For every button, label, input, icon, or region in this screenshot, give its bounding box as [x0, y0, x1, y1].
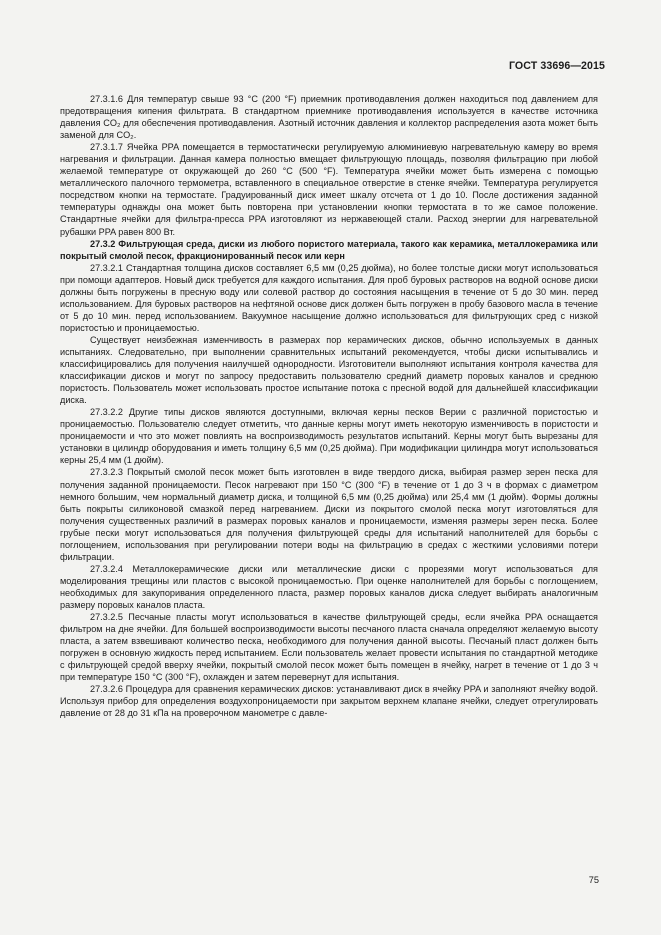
document-header: ГОСТ 33696—2015	[508, 60, 605, 72]
paragraph-27-3-2-5: 27.3.2.5 Песчаные пласты могут использоваться в качестве фильтрующей среды, если ячейка PPA оснащается фильтром на дне ячейки. Для большей воспроизводимости высоты песчаного пласта сначала определяют желаемую высоту пласта, а затем взвешивают количество песка, необходимого для получения данной высоты. Песчаный пласт должен быть погружен в основную жидкость перед испытанием. Если пользователь желает провести испытания по стандартной методике с фильтрующей средой вверху ячейки, покрытый смолой песок может быть помещен в ячейку, нагрет в течение от 1 до 3 ч при температуре 150 °C (300 °F), охлажден и затем перевернут для испытания.	[60, 612, 598, 683]
paragraph-27-3-2-1: 27.3.2.1 Стандартная толщина дисков составляет 6,5 мм (0,25 дюйма), но более толстые диски могут использоваться при помощи адаптеров. Новый диск требуется для каждого испытания. Для проб буровых растворов на водной основе диски должны быть погружены в пресную воду или солевой раствор до состояния насыщения в течение от 5 до 30 мин. перед использованием. Для буровых растворов на нефтяной основе диск должен быть погружен в пробу базового масла в течение от 5 до 10 мин. перед использованием. Вакуумное насыщение должно использоваться для фильтрующих сред с низкой пористостью и проницаемостью.	[60, 262, 598, 333]
paragraph-27-3-2-3: 27.3.2.3 Покрытый смолой песок может быть изготовлен в виде твердого диска, выбирая размер зерен песка для получения заданной проницаемости. Песок нагревают при 150 °C (300 °F) в течение от 1 до 3 ч в формах с диаметром немного большим, чем нормальный диаметр диска, и толщиной 6,5 мм (0,25 дюйма) или 25,4 мм (1 дюйм). Формы должны быть покрыты силиконовой смазкой перед нагреванием. Диски из покрытого смолой песка могут изготовляться для получения существенных различий в размерах поровых каналов и проницаемости, изменяя размеры зерен песка. Более грубые пески могут использоваться для получения фильтрующей среды для испытаний наполнителей для борьбы с поглощением, использования при регулировании потери воды на фильтрацию в средах с жесткими условиями потери фильтрации.	[60, 467, 598, 562]
paragraph-27-3-1-7: 27.3.1.7 Ячейка PPA помещается в термостатически регулируемую алюминиевую нагревательную камеру во время нагревания и фильтрации. Данная камера полностью вмещает фильтрующую площадь, позволяя фильтрацию при любой желаемой температуре от окружающей до 260 °C (500 °F). Температура ячейки может быть измерена с помощью металлического палочного термометра, вставленного в специальное отверстие в стенке ячейки. Температура регулируется посредством кнопки на термостате. Градуированный диск имеет шкалу отсчета от 1 до 10. После достижения заданной температуры однажды она может быть повторена при установлении кнопки термостата в то же самое положение. Стандартные ячейки для фильтра-пресса PPA изготовляют из нержавеющей стали. Расход энергии для нагревательной рубашки PPA равен 800 Вт.	[60, 142, 598, 237]
section-heading-27-3-2: 27.3.2 Фильтрующая среда, диски из любого пористого материала, такого как керамика, металлокерамика или покрытый смолой песок, фракционированный песок или керн	[60, 238, 598, 261]
document-body	[60, 93, 598, 719]
paragraph-27-3-1-6: 27.3.1.6 Для температур свыше 93 °C (200 °F) приемник противодавления должен находиться под давлением для предотвращения кипения фильтрата. В стандартном приемнике противодавления используется в качестве источника давления CO₂ для обеспечения противодавления. Азотный источник давления и коллектор распределения азота может быть заменой для CO₂.	[60, 94, 598, 141]
page-number: 75	[588, 875, 599, 885]
paragraph-27-3-2-2: 27.3.2.2 Другие типы дисков являются доступными, включая керны песков Верии с различной пористостью и проницаемостью. Пользователю следует отметить, что данные керны могут иметь некоторую изменчивость в пористости и проницаемости и что это может повлиять на воспроизводимость результатов испытаний. Керны могут быть вырезаны для установки в цилиндр оборудования и иметь толщину 6,5 мм (0,25 дюйма). При модификации цилиндра могут использоваться керны 25,4 мм (1 дюйм).	[60, 407, 598, 466]
paragraph-27-3-2-4: 27.3.2.4 Металлокерамические диски или металлические диски с прорезями могут использоваться для моделирования трещины или пластов с высокой проницаемостью. При оценке наполнителей для борьбы с поглощением, необходимых для закупоривания определенного пласта, размер поровых каналов диска следует выбирать аналогичным размеру поровых каналов пласта.	[60, 563, 598, 610]
paragraph-27-3-2-6: 27.3.2.6 Процедура для сравнения керамических дисков: устанавливают диск в ячейку PPA и заполняют ячейку водой. Используя прибор для определения воздухопроницаемости при закрытом верхнем клапане ячейки, следует отрегулировать давление от 28 до 31 кПа на проверочном манометре с давле-	[60, 684, 598, 719]
paragraph-disk-variability: Существует неизбежная изменчивость в размерах пор керамических дисков, обычно используемых в данных испытаниях. Следовательно, при выполнении сравнительных испытаний рекомендуется, чтобы диски испытывались и классифицировались для получения наилучшей однородности. Изготовители выполняют испытания контроля качества для классификации дисков и могут по запросу предоставить пользователю средний диаметр поровых каналов и среднюю пористость. Пользователь может использовать простое испытание потока с пресной водой для дальнейшей классификации диска.	[60, 334, 598, 406]
